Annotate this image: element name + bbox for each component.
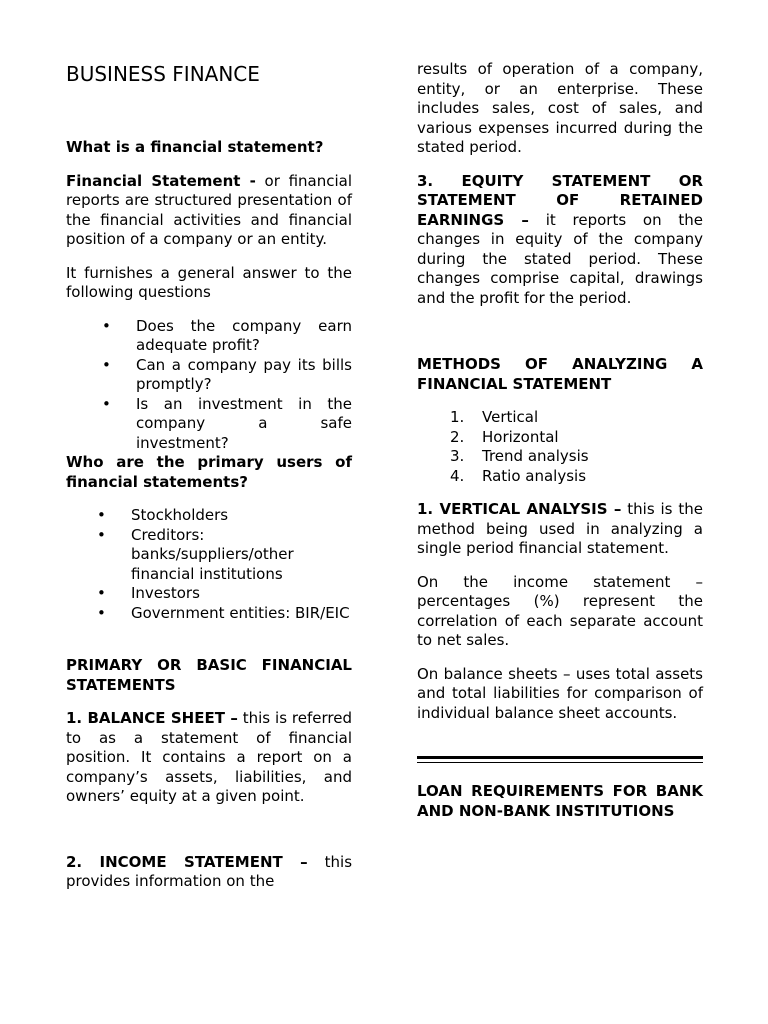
list-item: 3. Trend analysis xyxy=(450,447,589,465)
vertical-analysis-paragraph xyxy=(417,500,703,559)
section-divider xyxy=(417,756,703,763)
income-statement-term: 2. INCOME STATEMENT – xyxy=(66,852,308,871)
income-statement-analysis-paragraph: On the income statement – percentages (%) represent the correlation of each separate account to net sales. xyxy=(417,572,703,649)
income-statement-paragraph xyxy=(66,853,352,892)
loan-requirements-heading: LOAN REQUIREMENTS FOR BANK AND NON-BANK INSTITUTIONS xyxy=(417,782,703,820)
bullet-icon: • xyxy=(102,316,111,335)
primary-statements-heading: PRIMARY OR BASIC FINANCIAL STATEMENTS xyxy=(66,656,352,694)
vertical-analysis-term: 1. VERTICAL ANALYSIS – xyxy=(417,500,622,518)
left-column xyxy=(66,60,352,892)
equity-statement-term: 3. EQUITY STATEMENT OR STATEMENT OF RETAINED EARNINGS – xyxy=(417,171,703,229)
list-item: • Stockholders xyxy=(97,506,229,524)
equity-statement-paragraph xyxy=(417,172,703,309)
list-item: 4. Ratio analysis xyxy=(450,466,587,485)
users-heading: Who are the primary users of financial statements? xyxy=(66,453,352,491)
list-item: • Investors xyxy=(97,584,200,602)
methods-heading: METHODS OF ANALYZING A FINANCIAL STATEMENT xyxy=(417,355,703,393)
list-item: • Creditors: banks/suppliers/other financial institutions xyxy=(97,525,294,583)
balance-sheets-analysis-paragraph: On balance sheets – uses total assets and total liabilities for comparison of individual balance sheet accounts. xyxy=(417,664,703,722)
definition-text: or financial reports are structured presentation of the financial activities and financial position of a company or an entity. xyxy=(66,171,352,248)
bullet-icon: • xyxy=(97,506,106,524)
document-title: BUSINESS FINANCE xyxy=(66,62,260,86)
equity-statement-text: it reports on the changes in equity of the company during the stated period. These changes comprise capital, drawings and the profit for the period. xyxy=(417,210,703,307)
users-list xyxy=(66,506,352,623)
definition-term: Financial Statement - xyxy=(66,171,256,190)
bullet-icon: • xyxy=(102,394,111,413)
bullet-icon: • xyxy=(102,355,111,374)
list-item: • Government entities: BIR/EIC xyxy=(97,603,350,622)
list-item: • Is an investment in the company a safe investment? xyxy=(102,394,352,452)
balance-sheet-paragraph xyxy=(66,709,352,807)
definition-paragraph xyxy=(66,172,352,250)
list-item: 1. Vertical xyxy=(450,408,539,426)
bullet-icon: • xyxy=(97,584,106,602)
bullet-icon: • xyxy=(97,525,106,544)
furnish-paragraph: It furnishes a general answer to the following questions xyxy=(66,263,352,301)
bullet-icon: • xyxy=(97,603,106,622)
vertical-analysis-text: this is the method being used in analyzing a single period financial statement. xyxy=(417,500,703,557)
balance-sheet-term: 1. BALANCE SHEET – xyxy=(66,709,238,727)
question-heading-financial-statement: What is a financial statement? xyxy=(66,138,324,156)
right-column xyxy=(417,60,703,821)
list-item: • Can a company pay its bills promptly? xyxy=(102,355,352,393)
income-statement-text: this provides information on the xyxy=(66,852,353,890)
list-item: 2. Horizontal xyxy=(450,427,559,446)
income-statement-continuation: results of operation of a company, entity, or an enterprise. These includes sales, cost of sales, and various expenses incurred during the stated period. xyxy=(417,60,703,156)
questions-list xyxy=(66,317,352,454)
list-item: • Does the company earn adequate profit? xyxy=(102,316,352,354)
methods-list xyxy=(417,408,703,486)
balance-sheet-text: this is referred to as a statement of financial position. It contains a report on a company’s assets, liabilities, and owners’ equity at a given point. xyxy=(66,709,352,805)
